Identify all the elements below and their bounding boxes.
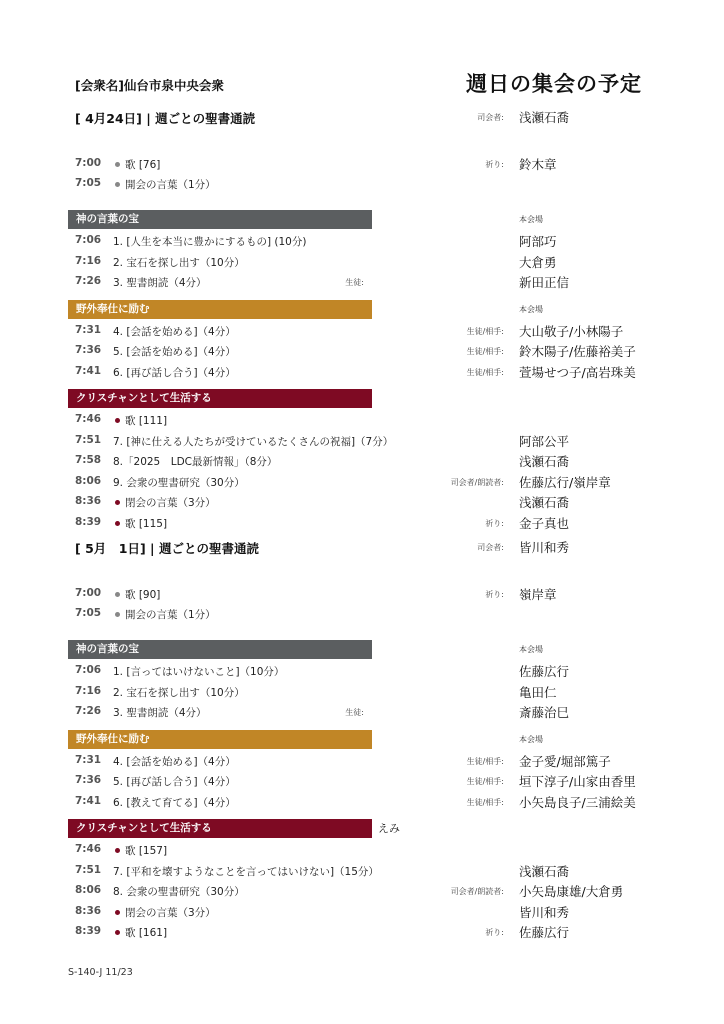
- schedule-row-assignee: 垣下淳子/山家由香里: [519, 774, 636, 789]
- schedule-row-assignee: 斎藤治巳: [519, 705, 570, 720]
- schedule-row-assignee: 浅瀬石喬: [519, 495, 570, 510]
- schedule-row-role-label: 生徒/相手:: [466, 326, 504, 336]
- opening-row-time: 7:05: [75, 607, 102, 619]
- schedule-row-text: [113, 413, 167, 428]
- page-title: 週日の集会の予定: [466, 72, 642, 96]
- schedule-row-assignee: 皆川和秀: [519, 904, 570, 920]
- schedule-row-assignee: 佐藤広行/嶺岸章: [519, 474, 611, 490]
- section-header: 神の言葉の宝: [68, 640, 372, 659]
- item-label: 3. 聖書朗読（4分）: [113, 707, 207, 719]
- item-label: 1. [人生を本当に豊かにするもの] (10分): [113, 236, 307, 248]
- schedule-row-text: [113, 344, 236, 359]
- schedule-row-role-label: 祈り:: [485, 928, 504, 937]
- schedule-row-time: 7:16: [75, 254, 102, 267]
- schedule-row-time: 7:41: [75, 364, 102, 377]
- schedule-row-text: [113, 516, 167, 531]
- opening-row-assignee: 嶺岸章: [519, 587, 557, 602]
- schedule-row-assignee: 萱場せつ子/高岩珠美: [519, 364, 636, 380]
- schedule-row-time: 7:36: [75, 774, 102, 786]
- schedule-row-assignee: 浅瀬石喬: [519, 454, 570, 469]
- schedule-row-text: [113, 884, 245, 899]
- opening-row-time: 7:05: [75, 177, 102, 189]
- handwritten-note: えみ: [378, 822, 400, 835]
- hall-label: 本会場: [519, 734, 543, 744]
- section-header: 野外奉仕に励む: [68, 300, 372, 319]
- schedule-row-assignee: 阿部巧: [519, 234, 557, 249]
- schedule-row-time: 7:46: [75, 413, 102, 425]
- item-label: 歌 [76]: [125, 159, 161, 171]
- bullet-icon: [115, 521, 120, 526]
- item-label: 歌 [115]: [125, 517, 168, 530]
- schedule-row-text: [113, 685, 245, 700]
- opening-row-text: [113, 587, 160, 602]
- bullet-icon: [115, 930, 120, 935]
- schedule-row-time: 8:36: [75, 904, 102, 917]
- item-label: 開会の言葉（1分）: [125, 179, 216, 191]
- schedule-row-text: [113, 434, 393, 449]
- opening-row-time: 7:00: [75, 587, 102, 599]
- item-label: 3. 聖書朗読（4分）: [113, 277, 207, 289]
- schedule-row-assignee: 金子愛/堀部篤子: [519, 753, 611, 769]
- hall-label: 本会場: [519, 215, 543, 224]
- bullet-icon: [115, 162, 120, 167]
- item-label: 1. [言ってはいけないこと]（10分）: [113, 666, 285, 678]
- schedule-row-assignee: 鈴木陽子/佐藤裕美子: [519, 344, 636, 359]
- schedule-row-assignee: 浅瀬石喬: [519, 863, 570, 879]
- schedule-row-assignee: 大山敬子/小林陽子: [519, 323, 624, 339]
- item-label: 5. [会話を始める]（4分）: [113, 346, 236, 358]
- schedule-row-time: 7:36: [75, 344, 102, 356]
- item-label: 5. [再び話し合う]（4分）: [113, 776, 236, 788]
- schedule-row-time: 7:41: [75, 794, 102, 807]
- item-label: 9. 会衆の聖書研究（30分）: [113, 476, 245, 489]
- schedule-row-role-label: 生徒/相手:: [466, 777, 504, 786]
- schedule-row-assignee: 佐藤広行: [519, 664, 570, 679]
- section-header: 神の言葉の宝: [68, 210, 372, 229]
- item-label: 閉会の言葉（3分）: [125, 497, 216, 509]
- schedule-row-time: 7:51: [75, 433, 102, 446]
- schedule-row-assignee: 新田正信: [519, 275, 570, 290]
- schedule-row-time: 7:06: [75, 664, 102, 676]
- item-label: 2. 宝石を探し出す（10分）: [113, 686, 245, 699]
- schedule-row-time: 8:06: [75, 474, 102, 487]
- opening-row-text: [113, 177, 216, 192]
- schedule-row-role-label: 司会者/朗読者:: [450, 887, 504, 896]
- schedule-row-time: 7:16: [75, 684, 102, 697]
- item-label: 歌 [157]: [125, 845, 168, 857]
- schedule-row-text: [113, 754, 236, 769]
- schedule-row-text: [113, 905, 216, 920]
- section-header: 野外奉仕に励む: [68, 730, 372, 749]
- section-header: クリスチャンとして生活する: [68, 389, 372, 408]
- opening-row-text: [113, 607, 216, 622]
- chairman-name: 浅瀬石喬: [519, 110, 570, 125]
- opening-row-role-label: 祈り:: [485, 590, 504, 599]
- bullet-icon: [115, 592, 120, 597]
- item-label: 4. [会話を始める]（4分）: [113, 755, 236, 768]
- schedule-row-text: [113, 324, 236, 339]
- schedule-row-time: 8:06: [75, 884, 102, 896]
- opening-row-time: 7:00: [75, 157, 102, 169]
- schedule-row-time: 7:31: [75, 753, 102, 766]
- schedule-row-time: 7:06: [75, 234, 102, 246]
- item-label: 歌 [161]: [125, 927, 168, 939]
- item-label: 4. [会話を始める]（4分）: [113, 325, 236, 338]
- schedule-row-text: [113, 864, 379, 879]
- schedule-row-time: 7:26: [75, 275, 102, 287]
- bullet-icon: [115, 848, 120, 853]
- schedule-row-role-label: 生徒/相手:: [466, 367, 504, 377]
- schedule-row-role-label: 司会者/朗読者:: [450, 477, 504, 487]
- schedule-row-role-label: 生徒/相手:: [466, 797, 504, 807]
- schedule-row-role-label: 生徒/相手:: [466, 756, 504, 766]
- schedule-row-text: [113, 234, 306, 249]
- opening-row-role-label: 祈り:: [485, 160, 504, 169]
- schedule-row-role-label: 生徒/相手:: [466, 347, 504, 356]
- schedule-row-time: 7:51: [75, 863, 102, 876]
- bullet-icon: [115, 182, 120, 187]
- schedule-row-text: [113, 705, 207, 720]
- schedule-row-time: 7:26: [75, 705, 102, 717]
- item-label: 7. [神に仕える人たちが受けているたくさんの祝福]（7分）: [113, 435, 394, 448]
- schedule-row-text: [113, 774, 236, 789]
- bullet-icon: [115, 418, 120, 423]
- schedule-row-text: [113, 843, 167, 858]
- item-label: 2. 宝石を探し出す（10分）: [113, 256, 245, 269]
- item-label: 7. [平和を壊すようなことを言ってはいけない]（15分）: [113, 865, 379, 878]
- item-label: 8.「2025 LDC最新情報」（8分）: [113, 456, 278, 468]
- section-header: クリスチャンとして生活する: [68, 819, 372, 838]
- schedule-row-text: [113, 255, 245, 270]
- schedule-row-text: [113, 664, 284, 679]
- item-label: 歌 [90]: [125, 589, 161, 601]
- item-label: 6. [再び話し合う]（4分）: [113, 366, 236, 379]
- schedule-row-text: [113, 495, 216, 510]
- form-code: S-140-J 11/23: [68, 967, 133, 978]
- schedule-row-text: [113, 925, 167, 940]
- item-label: 閉会の言葉（3分）: [125, 906, 216, 919]
- schedule-row-time: 7:31: [75, 323, 102, 336]
- hall-label: 本会場: [519, 645, 543, 654]
- chairman-label: 司会者:: [477, 113, 504, 122]
- schedule-row-text: [113, 454, 277, 469]
- schedule-row-assignee: 小矢島良子/三浦絵美: [519, 794, 636, 810]
- bullet-icon: [115, 500, 120, 505]
- schedule-row-text: [113, 275, 207, 290]
- schedule-row-assignee: 佐藤広行: [519, 925, 570, 940]
- bullet-icon: [115, 612, 120, 617]
- schedule-row-role-label: 祈り:: [485, 518, 504, 528]
- chairman-label: 司会者:: [477, 543, 504, 552]
- schedule-row-text: [113, 475, 245, 490]
- schedule-row-time: 7:58: [75, 454, 102, 466]
- hall-label: 本会場: [519, 304, 543, 314]
- week-heading: [ 5月 1日] | 週ごとの聖書通読: [75, 541, 259, 556]
- schedule-row-assignee: 大倉勇: [519, 254, 557, 270]
- opening-row-text: [113, 157, 160, 172]
- schedule-row-time: 8:39: [75, 515, 102, 528]
- item-label: 8. 会衆の聖書研究（30分）: [113, 886, 245, 898]
- schedule-row-text: [113, 795, 236, 810]
- schedule-row-assignee: 金子真也: [519, 515, 570, 531]
- schedule-row-assignee: 小矢島康雄/大倉勇: [519, 884, 624, 899]
- schedule-row-assignee: 阿部公平: [519, 433, 570, 449]
- schedule-row-text: [113, 365, 236, 380]
- item-label: 6. [教えて育てる]（4分）: [113, 796, 236, 809]
- schedule-row-time: 8:39: [75, 925, 102, 937]
- item-label: 歌 [111]: [125, 415, 168, 427]
- schedule-row-time: 8:36: [75, 495, 102, 507]
- opening-row-assignee: 鈴木章: [519, 157, 557, 172]
- congregation-name: [会衆名]仙台市泉中央会衆: [75, 78, 224, 93]
- schedule-row-role-label: 生徒:: [345, 278, 364, 287]
- schedule-row-time: 7:46: [75, 843, 102, 855]
- schedule-row-role-label: 生徒:: [345, 708, 364, 717]
- item-label: 開会の言葉（1分）: [125, 609, 216, 621]
- week-heading: [ 4月24日] | 週ごとの聖書通読: [75, 111, 256, 126]
- chairman-name: 皆川和秀: [519, 540, 570, 555]
- schedule-row-assignee: 亀田仁: [519, 684, 557, 700]
- bullet-icon: [115, 910, 120, 915]
